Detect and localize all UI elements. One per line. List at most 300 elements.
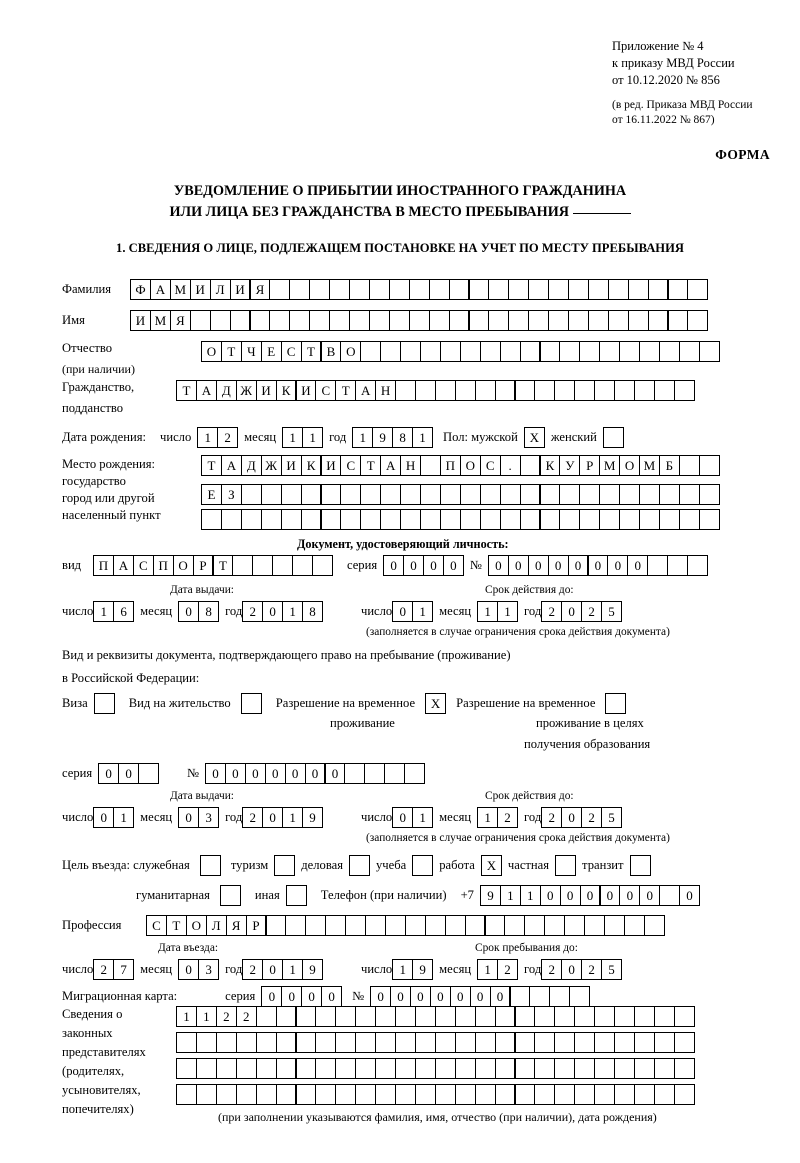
form-cell[interactable] (355, 1032, 376, 1053)
form-cell[interactable]: 0 (390, 986, 411, 1007)
birthplace-input-row3[interactable] (201, 509, 720, 530)
form-cell[interactable]: 0 (679, 885, 700, 906)
form-cell[interactable] (659, 341, 680, 362)
form-cell[interactable] (196, 1032, 217, 1053)
form-cell[interactable]: 0 (450, 986, 471, 1007)
form-cell[interactable] (380, 484, 401, 505)
form-cell[interactable] (548, 310, 569, 331)
birth-year-input[interactable] (352, 427, 433, 448)
form-cell[interactable] (415, 1006, 436, 1027)
form-cell[interactable]: 0 (528, 555, 549, 576)
patronymic-input[interactable] (201, 341, 720, 362)
form-cell[interactable] (236, 1058, 257, 1079)
form-cell[interactable] (440, 509, 461, 530)
idoc-type-input[interactable] (93, 555, 333, 576)
form-cell[interactable] (514, 1084, 535, 1105)
form-cell[interactable]: О (619, 455, 640, 476)
form-cell[interactable] (647, 555, 668, 576)
form-cell[interactable] (634, 1058, 655, 1079)
form-cell[interactable] (579, 341, 600, 362)
form-cell[interactable] (415, 1084, 436, 1105)
form-cell[interactable] (539, 484, 560, 505)
form-cell[interactable]: 0 (561, 959, 582, 980)
form-cell[interactable] (674, 380, 695, 401)
form-cell[interactable] (369, 310, 390, 331)
form-cell[interactable]: М (150, 310, 171, 331)
form-cell[interactable] (276, 1058, 297, 1079)
form-cell[interactable]: Д (216, 380, 237, 401)
form-cell[interactable] (449, 310, 470, 331)
form-cell[interactable] (301, 509, 322, 530)
form-cell[interactable] (520, 455, 541, 476)
form-cell[interactable]: П (153, 555, 174, 576)
form-cell[interactable] (654, 380, 675, 401)
form-cell[interactable] (409, 310, 430, 331)
form-cell[interactable] (295, 1058, 316, 1079)
form-cell[interactable] (389, 310, 410, 331)
idoc-number-input[interactable] (488, 555, 708, 576)
citizenship-input[interactable] (176, 380, 695, 401)
form-cell[interactable] (520, 509, 541, 530)
form-cell[interactable] (355, 1006, 376, 1027)
form-cell[interactable] (285, 915, 306, 936)
form-cell[interactable] (534, 380, 555, 401)
form-cell[interactable] (614, 1032, 635, 1053)
form-cell[interactable]: 0 (205, 763, 226, 784)
form-cell[interactable] (667, 279, 688, 300)
edu-residence-checkbox[interactable] (605, 693, 626, 714)
form-cell[interactable] (534, 1032, 555, 1053)
residence-permit-checkbox[interactable] (241, 693, 262, 714)
form-cell[interactable]: 2 (242, 959, 263, 980)
form-cell[interactable] (375, 1058, 396, 1079)
form-cell[interactable] (385, 915, 406, 936)
form-cell[interactable] (599, 341, 620, 362)
form-cell[interactable] (484, 915, 505, 936)
form-cell[interactable] (699, 455, 720, 476)
form-cell[interactable] (325, 915, 346, 936)
form-cell[interactable]: 0 (423, 555, 444, 576)
form-cell[interactable] (312, 555, 333, 576)
form-cell[interactable]: 1 (477, 807, 498, 828)
form-cell[interactable]: 0 (324, 763, 345, 784)
form-cell[interactable] (514, 380, 535, 401)
staydoc-series-input[interactable] (98, 763, 159, 784)
surname-input[interactable] (130, 279, 708, 300)
form-cell[interactable] (375, 1006, 396, 1027)
form-cell[interactable] (289, 310, 310, 331)
staydoc-valid-year-input[interactable] (541, 807, 622, 828)
form-cell[interactable] (699, 341, 720, 362)
staydoc-issue-month-input[interactable] (178, 807, 219, 828)
form-cell[interactable] (349, 310, 370, 331)
form-cell[interactable]: 2 (242, 807, 263, 828)
form-cell[interactable]: 0 (430, 986, 451, 1007)
form-cell[interactable] (619, 341, 640, 362)
form-cell[interactable] (674, 1032, 695, 1053)
form-cell[interactable] (400, 484, 421, 505)
form-cell[interactable] (594, 1058, 615, 1079)
form-cell[interactable]: . (500, 455, 521, 476)
form-cell[interactable]: 5 (601, 807, 622, 828)
form-cell[interactable] (619, 509, 640, 530)
form-cell[interactable] (674, 1084, 695, 1105)
form-cell[interactable]: З (221, 484, 242, 505)
form-cell[interactable]: О (460, 455, 481, 476)
form-cell[interactable] (395, 1006, 416, 1027)
form-cell[interactable] (564, 915, 585, 936)
form-cell[interactable] (488, 279, 509, 300)
form-cell[interactable] (256, 1058, 277, 1079)
form-cell[interactable] (624, 915, 645, 936)
form-cell[interactable]: И (130, 310, 151, 331)
form-cell[interactable] (500, 484, 521, 505)
form-cell[interactable] (528, 310, 549, 331)
form-cell[interactable]: 1 (196, 1006, 217, 1027)
form-cell[interactable] (380, 341, 401, 362)
idoc-valid-month-input[interactable] (477, 601, 518, 622)
form-cell[interactable]: 0 (178, 959, 199, 980)
form-cell[interactable]: 2 (541, 601, 562, 622)
form-cell[interactable]: 1 (352, 427, 373, 448)
form-cell[interactable]: С (340, 455, 361, 476)
form-cell[interactable]: 2 (236, 1006, 257, 1027)
form-cell[interactable]: 0 (261, 986, 282, 1007)
form-cell[interactable]: 0 (607, 555, 628, 576)
form-cell[interactable] (699, 509, 720, 530)
form-cell[interactable] (420, 509, 441, 530)
form-cell[interactable]: А (221, 455, 242, 476)
purpose-tourism-checkbox[interactable] (274, 855, 295, 876)
sex-male-checkbox[interactable]: X (524, 427, 545, 448)
form-cell[interactable]: 0 (403, 555, 424, 576)
form-cell[interactable] (634, 1032, 655, 1053)
visa-checkbox[interactable] (94, 693, 115, 714)
form-cell[interactable]: С (315, 380, 336, 401)
form-cell[interactable]: Т (221, 341, 242, 362)
legal-rep-input-row3[interactable] (176, 1058, 695, 1079)
form-cell[interactable] (315, 1032, 336, 1053)
form-cell[interactable]: 3 (198, 959, 219, 980)
form-cell[interactable] (465, 915, 486, 936)
form-cell[interactable] (539, 341, 560, 362)
form-cell[interactable] (554, 1006, 575, 1027)
form-cell[interactable] (588, 279, 609, 300)
form-cell[interactable] (614, 1084, 635, 1105)
form-cell[interactable] (639, 484, 660, 505)
form-cell[interactable] (520, 341, 541, 362)
form-cell[interactable]: 1 (282, 807, 303, 828)
form-cell[interactable] (460, 484, 481, 505)
form-cell[interactable]: Я (170, 310, 191, 331)
form-cell[interactable]: 2 (217, 427, 238, 448)
form-cell[interactable] (276, 1084, 297, 1105)
form-cell[interactable]: 0 (178, 807, 199, 828)
form-cell[interactable] (201, 509, 222, 530)
form-cell[interactable] (599, 509, 620, 530)
form-cell[interactable] (634, 380, 655, 401)
form-cell[interactable] (614, 1058, 635, 1079)
idoc-issue-year-input[interactable] (242, 601, 323, 622)
form-cell[interactable] (435, 1058, 456, 1079)
form-cell[interactable] (340, 509, 361, 530)
form-cell[interactable] (628, 279, 649, 300)
form-cell[interactable]: П (440, 455, 461, 476)
form-cell[interactable] (588, 310, 609, 331)
form-cell[interactable] (508, 279, 529, 300)
form-cell[interactable]: И (256, 380, 277, 401)
form-cell[interactable]: 1 (412, 601, 433, 622)
form-cell[interactable] (495, 1084, 516, 1105)
form-cell[interactable]: М (170, 279, 191, 300)
form-cell[interactable]: Е (261, 341, 282, 362)
form-cell[interactable] (440, 484, 461, 505)
form-cell[interactable] (608, 279, 629, 300)
form-cell[interactable] (480, 484, 501, 505)
form-cell[interactable] (559, 509, 580, 530)
form-cell[interactable] (679, 509, 700, 530)
idoc-valid-day-input[interactable] (392, 601, 433, 622)
form-cell[interactable]: Л (206, 915, 227, 936)
form-cell[interactable] (544, 915, 565, 936)
form-cell[interactable] (594, 1084, 615, 1105)
form-cell[interactable] (574, 380, 595, 401)
staydoc-issue-year-input[interactable] (242, 807, 323, 828)
form-cell[interactable]: К (539, 455, 560, 476)
form-cell[interactable] (435, 1084, 456, 1105)
mc-series-input[interactable] (261, 986, 342, 1007)
form-cell[interactable]: 2 (497, 807, 518, 828)
form-cell[interactable] (272, 555, 293, 576)
form-cell[interactable]: 0 (178, 601, 199, 622)
form-cell[interactable] (315, 1006, 336, 1027)
form-cell[interactable]: 1 (93, 601, 114, 622)
form-cell[interactable]: 0 (619, 885, 640, 906)
form-cell[interactable] (395, 1058, 416, 1079)
form-cell[interactable] (389, 279, 410, 300)
form-cell[interactable] (528, 279, 549, 300)
form-cell[interactable]: И (190, 279, 211, 300)
form-cell[interactable] (614, 1006, 635, 1027)
form-cell[interactable] (196, 1084, 217, 1105)
form-cell[interactable] (375, 1084, 396, 1105)
form-cell[interactable]: 0 (265, 763, 286, 784)
form-cell[interactable] (559, 484, 580, 505)
form-cell[interactable] (460, 509, 481, 530)
form-cell[interactable]: 1 (282, 427, 303, 448)
purpose-transit-checkbox[interactable] (630, 855, 651, 876)
stay-until-day-input[interactable] (392, 959, 433, 980)
form-cell[interactable] (520, 484, 541, 505)
form-cell[interactable] (504, 915, 525, 936)
form-cell[interactable]: Ф (130, 279, 151, 300)
form-cell[interactable] (395, 380, 416, 401)
idoc-series-input[interactable] (383, 555, 464, 576)
form-cell[interactable]: Л (210, 279, 231, 300)
form-cell[interactable] (435, 1032, 456, 1053)
form-cell[interactable]: И (230, 279, 251, 300)
form-cell[interactable] (514, 1058, 535, 1079)
form-cell[interactable] (384, 763, 405, 784)
form-cell[interactable] (619, 484, 640, 505)
form-cell[interactable] (534, 1058, 555, 1079)
form-cell[interactable] (667, 555, 688, 576)
form-cell[interactable] (320, 509, 341, 530)
form-cell[interactable] (261, 509, 282, 530)
form-cell[interactable] (269, 279, 290, 300)
name-input[interactable] (130, 310, 708, 331)
phone-input[interactable] (480, 885, 700, 906)
form-cell[interactable]: Ж (236, 380, 257, 401)
form-cell[interactable]: 8 (302, 601, 323, 622)
form-cell[interactable] (594, 1032, 615, 1053)
form-cell[interactable]: 2 (581, 601, 602, 622)
form-cell[interactable] (699, 484, 720, 505)
form-cell[interactable]: 2 (216, 1006, 237, 1027)
legal-rep-input-row4[interactable] (176, 1084, 695, 1105)
form-cell[interactable]: 0 (410, 986, 431, 1007)
form-cell[interactable]: 0 (599, 885, 620, 906)
form-cell[interactable]: 0 (560, 885, 581, 906)
form-cell[interactable] (524, 915, 545, 936)
form-cell[interactable] (628, 310, 649, 331)
purpose-service-checkbox[interactable] (200, 855, 221, 876)
form-cell[interactable] (554, 1032, 575, 1053)
form-cell[interactable] (236, 1084, 257, 1105)
form-cell[interactable] (500, 341, 521, 362)
form-cell[interactable] (355, 1058, 376, 1079)
form-cell[interactable] (514, 1006, 535, 1027)
form-cell[interactable]: 0 (627, 555, 648, 576)
entry-day-input[interactable] (93, 959, 134, 980)
form-cell[interactable]: 0 (93, 807, 114, 828)
form-cell[interactable] (289, 279, 310, 300)
form-cell[interactable] (455, 1032, 476, 1053)
form-cell[interactable] (687, 310, 708, 331)
form-cell[interactable] (232, 555, 253, 576)
form-cell[interactable] (548, 279, 569, 300)
form-cell[interactable] (138, 763, 159, 784)
form-cell[interactable] (674, 1006, 695, 1027)
form-cell[interactable] (375, 1032, 396, 1053)
purpose-private-checkbox[interactable] (555, 855, 576, 876)
form-cell[interactable] (659, 484, 680, 505)
form-cell[interactable]: У (559, 455, 580, 476)
temp-residence-checkbox[interactable]: X (425, 693, 446, 714)
form-cell[interactable] (241, 509, 262, 530)
form-cell[interactable] (480, 509, 501, 530)
form-cell[interactable]: 0 (587, 555, 608, 576)
form-cell[interactable] (445, 915, 466, 936)
form-cell[interactable]: 0 (301, 986, 322, 1007)
form-cell[interactable] (475, 1032, 496, 1053)
form-cell[interactable] (420, 484, 441, 505)
form-cell[interactable]: И (281, 455, 302, 476)
form-cell[interactable]: О (173, 555, 194, 576)
form-cell[interactable]: 1 (412, 807, 433, 828)
form-cell[interactable] (404, 763, 425, 784)
purpose-other-checkbox[interactable] (286, 885, 307, 906)
form-cell[interactable]: 1 (412, 427, 433, 448)
form-cell[interactable]: П (93, 555, 114, 576)
form-cell[interactable] (679, 341, 700, 362)
form-cell[interactable] (420, 341, 441, 362)
form-cell[interactable]: 0 (321, 986, 342, 1007)
form-cell[interactable]: 1 (282, 601, 303, 622)
form-cell[interactable] (574, 1058, 595, 1079)
form-cell[interactable] (429, 279, 450, 300)
birth-day-input[interactable] (197, 427, 238, 448)
form-cell[interactable]: 1 (113, 807, 134, 828)
form-cell[interactable]: 0 (470, 986, 491, 1007)
form-cell[interactable] (415, 1058, 436, 1079)
form-cell[interactable]: В (320, 341, 341, 362)
form-cell[interactable] (549, 986, 570, 1007)
form-cell[interactable] (252, 555, 273, 576)
form-cell[interactable] (365, 915, 386, 936)
form-cell[interactable]: А (196, 380, 217, 401)
form-cell[interactable] (584, 915, 605, 936)
form-cell[interactable]: Т (360, 455, 381, 476)
form-cell[interactable] (654, 1006, 675, 1027)
form-cell[interactable]: 0 (245, 763, 266, 784)
form-cell[interactable]: 0 (98, 763, 119, 784)
form-cell[interactable] (435, 1006, 456, 1027)
form-cell[interactable] (295, 1084, 316, 1105)
form-cell[interactable]: 0 (490, 986, 511, 1007)
form-cell[interactable] (554, 1058, 575, 1079)
form-cell[interactable] (455, 1006, 476, 1027)
birthplace-input-row2[interactable] (201, 484, 720, 505)
form-cell[interactable]: О (186, 915, 207, 936)
form-cell[interactable] (569, 986, 590, 1007)
form-cell[interactable] (190, 310, 211, 331)
form-cell[interactable]: 0 (639, 885, 660, 906)
form-cell[interactable] (309, 310, 330, 331)
form-cell[interactable] (648, 310, 669, 331)
form-cell[interactable]: 9 (480, 885, 501, 906)
form-cell[interactable]: 0 (281, 986, 302, 1007)
form-cell[interactable] (599, 484, 620, 505)
birthplace-input-row1[interactable] (201, 455, 720, 476)
form-cell[interactable] (329, 310, 350, 331)
form-cell[interactable] (480, 341, 501, 362)
form-cell[interactable] (667, 310, 688, 331)
form-cell[interactable] (405, 915, 426, 936)
form-cell[interactable] (269, 310, 290, 331)
form-cell[interactable] (534, 1084, 555, 1105)
form-cell[interactable] (176, 1058, 197, 1079)
form-cell[interactable]: Е (201, 484, 222, 505)
form-cell[interactable] (568, 279, 589, 300)
form-cell[interactable]: О (201, 341, 222, 362)
form-cell[interactable]: 0 (443, 555, 464, 576)
staydoc-number-input[interactable] (205, 763, 425, 784)
form-cell[interactable] (315, 1058, 336, 1079)
form-cell[interactable]: Т (335, 380, 356, 401)
form-cell[interactable]: 7 (113, 959, 134, 980)
form-cell[interactable] (604, 915, 625, 936)
stay-until-month-input[interactable] (477, 959, 518, 980)
form-cell[interactable]: 9 (372, 427, 393, 448)
form-cell[interactable] (420, 455, 441, 476)
form-cell[interactable] (574, 1032, 595, 1053)
form-cell[interactable]: И (320, 455, 341, 476)
form-cell[interactable] (594, 380, 615, 401)
form-cell[interactable]: 0 (540, 885, 561, 906)
form-cell[interactable] (648, 279, 669, 300)
form-cell[interactable] (455, 1058, 476, 1079)
